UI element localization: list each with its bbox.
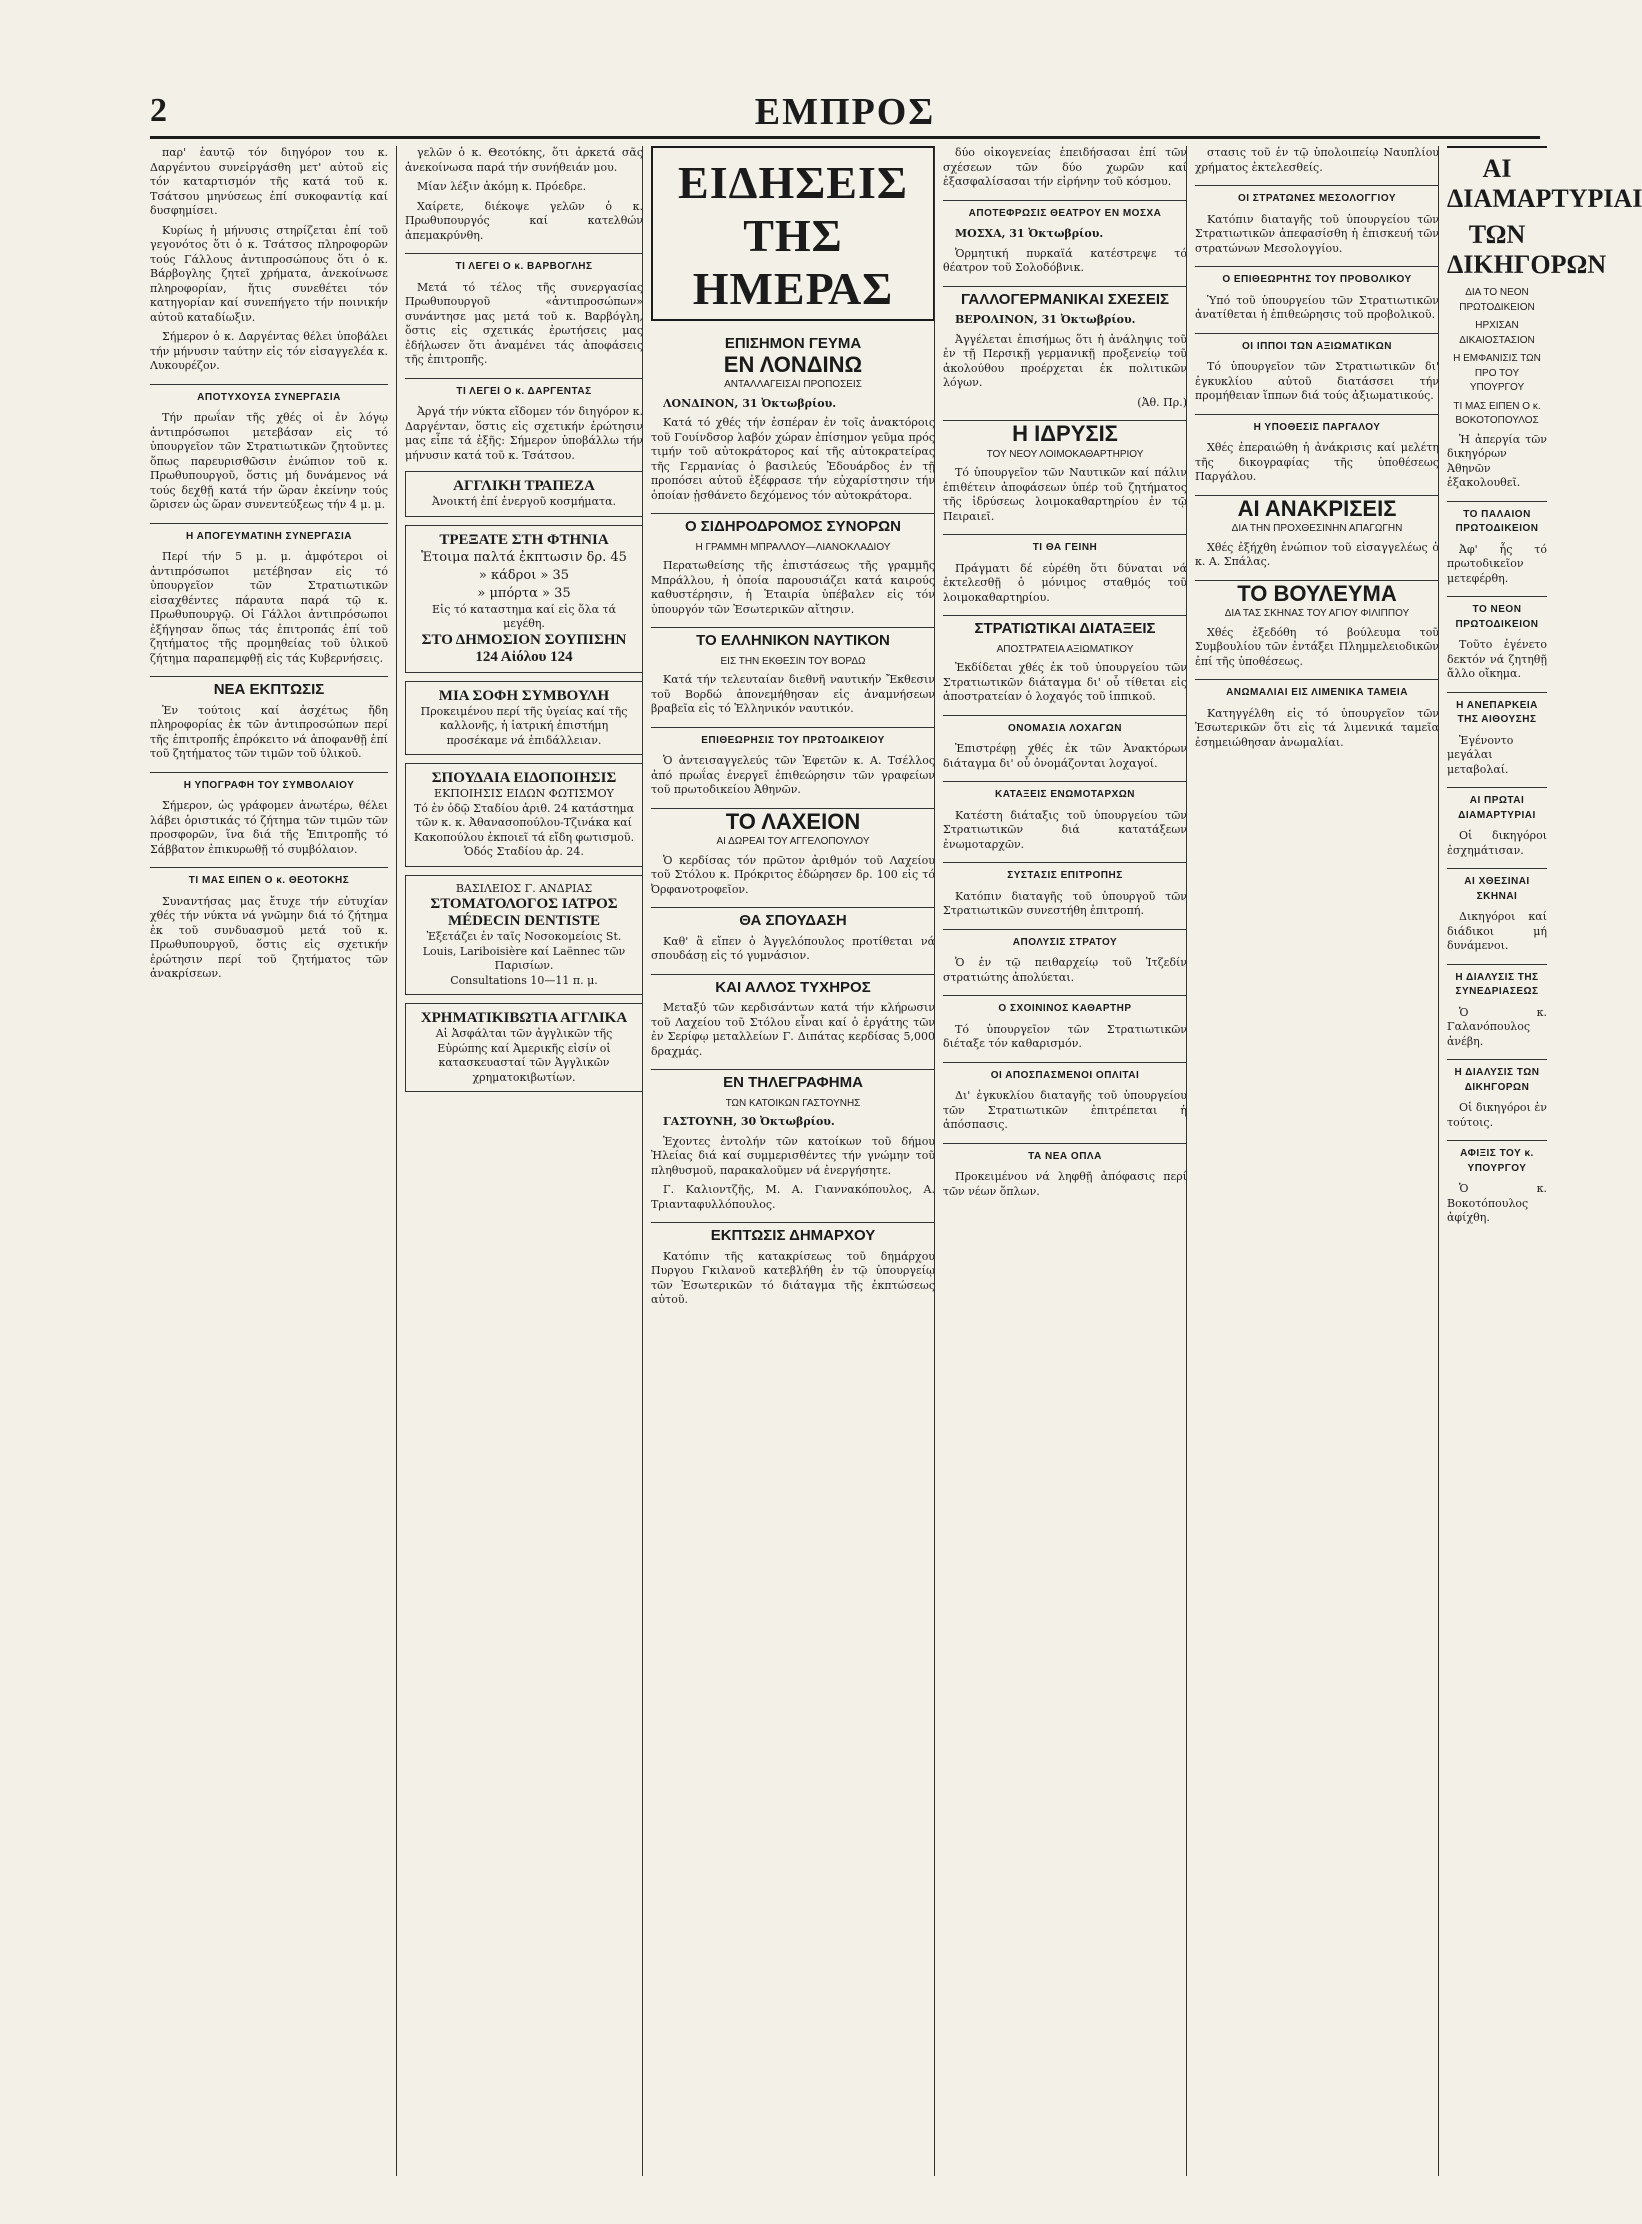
article-heading: ΑΙ ΧΘΕΣΙΝΑΙ ΣΚΗΝΑΙ <box>1447 868 1547 904</box>
article-heading: ΘΑ ΣΠΟΥΔΑΣΗ <box>651 907 935 929</box>
article-subheading: ΔΙΑ ΤΗΝ ΠΡΟΧΘΕΣΙΝΗΝ ΑΠΑΓΩΓΗΝ <box>1231 523 1403 534</box>
article-text: Κατόπιν διαταγῆς τοῦ ὑπουργείου τῶν Στρατιωτικῶν ἀπεφασίσθη ἡ ἐπισκευή τῶν στρατώνων Μεσολογγίου. <box>1195 212 1439 255</box>
article-heading: ΑΙ ΠΡΩΤΑΙ ΔΙΑΜΑΡΤΥΡΙΑΙ <box>1447 787 1547 823</box>
article-text: Ἐν τούτοις καί ἀσχέτως ἤδη πληροφορίας ἐκ τῶν ἀντιπροσώπων περί τῆς ἐπιτροπῆς ἐπρόκειτο νά ἀποφανθῇ ἐπί τοῦ ζητήματος τῶν τιμῶν τοῦ ὑλικοῦ. <box>150 703 388 760</box>
section-heading: ΑΠΟΤΥΧΟΥΣΑ ΣΥΝΕΡΓΑΣΙΑ <box>150 384 388 406</box>
column-5 <box>1186 146 1447 2176</box>
section-banner: ΕΙΔΗΣΕΙΣ ΤΗΣ ΗΜΕΡΑΣ <box>651 146 935 321</box>
ad-title: ΣΤΟΜΑΤΟΛΟΓΟΣ ΙΑΤΡΟΣ <box>430 896 618 912</box>
article-heading: ΣΥΣΤΑΣΙΣ ΕΠΙΤΡΟΠΗΣ <box>943 862 1187 884</box>
agency-credit: (Ἀθ. Πρ.) <box>1137 395 1187 409</box>
article-text: δύο οἰκογενείας ἐπειδήσασαι ἐπί τῶν σχέσεων τῶν δύο χωρῶν καί ἐξασφαλίσασαι τήν εἰρήνην τοῦ κόσμου. <box>943 146 1187 188</box>
article-text: Τό ὑπουργεῖον τῶν Στρατιωτικῶν δι' ἐγκυκλίου αὐτοῦ διατάσσει τήν προμήθειαν ἵππων διά τούς ἀξιωματικούς. <box>1195 360 1439 402</box>
article-text: Πράγματι δέ εὑρέθη ὅτι δύναται νά ἐκτελεσθῇ ὁ μόνιμος σταθμός τοῦ λοιμοκαθαρτηρίου. <box>943 561 1187 604</box>
article-heading: Η ΔΙΑΛΥΣΙΣ ΤΩΝ ΔΙΚΗΓΟΡΩΝ <box>1447 1059 1547 1095</box>
advertisement <box>405 681 643 756</box>
article-heading: ΟΝΟΜΑΣΙΑ ΛΟΧΑΓΩΝ <box>943 715 1187 737</box>
article-heading: Η ΙΔΡΥΣΙΣ <box>943 420 1187 442</box>
article-text: Τήν πρωΐαν τῆς χθές οἱ ἐν λόγῳ ἀντιπρόσωποι μετεβάσαν εἰς τό ὑπουργεῖον τῶν Στρατιωτικῶν ζητοῦντες ὅπως παρευρισθῶσιν ἐνώπιον τοῦ κ. Πρωθυπουργοῦ, ὅστις μή δυνάμενος νά τούς δεχθῇ κατά τήν ὥραν ἐκείνην τούς ὥρισεν ὡς ὥραν συνεντεύξεως τήν 4 μ. μ. <box>150 411 388 511</box>
article-text: Κατόπιν διαταγῆς τοῦ ὑπουργοῦ τῶν Στρατιωτικῶν συνεστήθη ἐπιτροπή. <box>943 889 1187 917</box>
article-text: Χαίρετε, διέκοψε γελῶν ὁ κ. Πρωθυπουργός καί κατελθών ἀπεμακρύνθη. <box>405 199 643 242</box>
article-text: Ἐπιστρέφῃ χθές ἐκ τῶν Ἀνακτόρων διάταγμα δι' οὗ ὀνομάζονται λοχαγοί. <box>943 742 1187 770</box>
article-heading: ΑΠΟΤΕΦΡΩΣΙΣ ΘΕΑΤΡΟΥ ΕΝ ΜΟΣΧΑ <box>943 200 1187 222</box>
article-text: στασις τοῦ ἐν τῷ ὑπολοιπείῳ Ναυπλίου χρήματος ἐκτελεσθείς. <box>1195 146 1439 174</box>
article-text: παρ' ἑαυτῷ τόν διηγόρον του κ. Δαργέντου συνεἰργάσθη μετ' αὐτοῦ εἰς τόν καταρτισμόν τῆς κατά τοῦ κ. Τσάτσου μηνύσεως ἐπί συκοφαντίᾳ καί δυσφημίσει. <box>150 146 388 217</box>
ad-text: Αἱ Ἀσφάλται τῶν ἀγγλικῶν τῆς Εὐρώπης καί Ἀμερικῆς εἰσίν οἱ κατασκευασταί τῶν Ἀγγλικῶν χρηματοκιβωτίων. <box>435 1027 613 1084</box>
article-text: Ὁ κ. Γαλανόπουλος ἀνέβη. <box>1447 1005 1547 1048</box>
article-subheading: ΔΙΑ ΤΟ ΝΕΟΝ ΠΡΩΤΟΔΙΚΕΙΟΝ <box>1459 287 1535 313</box>
article-text: Ὁρμητική πυρκαϊά κατέστρεψε τό θέατρον τοῦ Σολοδόβνικ. <box>943 246 1187 274</box>
page-number: 2 <box>150 92 167 129</box>
article-heading: ΤΟ ΠΑΛΑΙΟΝ ΠΡΩΤΟΔΙΚΕΙΟΝ <box>1447 501 1547 537</box>
article-heading: ΤΟ ΝΕΟΝ ΠΡΩΤΟΔΙΚΕΙΟΝ <box>1447 596 1547 632</box>
article-heading: ΕΚΠΤΩΣΙΣ ΔΗΜΑΡΧΟΥ <box>651 1222 935 1244</box>
article-heading: ΣΤΡΑΤΙΩΤΙΚΑΙ ΔΙΑΤΑΞΕΙΣ <box>943 615 1187 637</box>
article-subheading: ΕΙΣ ΤΗΝ ΕΚΘΕΣΙΝ ΤΟΥ ΒΟΡΔΩ <box>720 655 866 667</box>
article-text: Κατά τήν τελευταίαν διεθνῆ ναυτικήν Ἔκθεσιν τοῦ Βορδώ ἀπονεμήθησαν εἰς ἀναμνήσεων βραβεῖα εἰς τό Ἑλληνικόν ναυτικόν. <box>651 673 935 715</box>
ad-text: Ἐξετάζει ἐν ταῖς Νοσοκομείοις St. Louis, Lariboisière καί Laënnec τῶν Παρισίων. <box>422 930 626 972</box>
article-text: γελῶν ὁ κ. Θεοτόκης, ὅτι ἀρκετά σᾶς ἀνεκοίνωσα παρά τήν συνήθειάν μου. <box>405 146 643 174</box>
article-heading: ΤΟ ΕΛΛΗΝΙΚΟΝ ΝΑΥΤΙΚΟΝ <box>651 627 935 649</box>
article-heading: ΤΑ ΝΕΑ ΟΠΛΑ <box>943 1143 1187 1165</box>
article-heading: ΟΙ ΣΤΡΑΤΩΝΕΣ ΜΕΣΟΛΟΓΓΙΟΥ <box>1195 185 1439 207</box>
section-banner: ΑΙ ΔΙΑΜΑΡΤΥΡΙΑΙ <box>1447 146 1547 214</box>
article-text: Ἐκδίδεται χθές ἐκ τοῦ ὑπουργείου τῶν Στρατιωτικῶν διάταγμα δι' οὗ τίθεται εἰς ἀποστρατείαν ὁ λοχαγός τοῦ ἱππικοῦ. <box>943 661 1187 703</box>
article-text: Ὁ κ. Βοκοτόπουλος ἀφίχθη. <box>1447 1182 1547 1224</box>
article-text: Μίαν λέξιν ἀκόμη κ. Πρόεδρε. <box>417 180 587 193</box>
article-subheading: Η ΕΜΦΑΝΙΣΙΣ ΤΩΝ ΠΡΟ ΤΟΥ ΥΠΟΥΡΓΟΥ <box>1453 353 1541 393</box>
paper-name: ΕΜΠΡΟΣ <box>754 91 936 133</box>
advertisement <box>405 763 643 867</box>
advertisement <box>405 1003 643 1092</box>
section-heading: Η ΥΠΟΓΡΑΦΗ ΤΟΥ ΣΥΜΒΟΛΑΙΟΥ <box>150 772 388 794</box>
dateline: ΛΟΝΔΙΝΟΝ, 31 Ὀκτωβρίου. <box>663 396 837 410</box>
masthead <box>150 92 1540 139</box>
article-text: Ἐχοντες ἐντολήν τῶν κατοίκων τοῦ δήμου Ἠλείας διά καί συμμερισθέντες τήν γνώμην τοῦ πληθυσμοῦ, παρακαλοῦμεν νά ἐνεργήσητε. <box>651 1134 935 1177</box>
ad-title: ΜΙΑ ΣΟΦΗ ΣΥΜΒΟΥΛΗ <box>438 687 610 704</box>
ad-price-line: Ἑτοιμα παλτά ἐκπτωσιν δρ. 45 <box>421 549 627 565</box>
article-subheading: ΑΠΟΣΤΡΑΤΕΙΑ ΑΞΙΩΜΑΤΙΚΟΥ <box>996 643 1134 655</box>
article-text: Χθές ἐξεδόθη τό βούλευμα τοῦ Συμβουλίου τῶν ἐντάξει Πλημμελειοδικῶν ἐπί τῆς ὑποθέσεως. <box>1195 625 1439 668</box>
article-text: Ὁ ἐν τῷ πειθαρχείῳ τοῦ Ἰτζεδίν στρατιώτης ἀπολύεται. <box>943 956 1187 984</box>
article-text: Σήμερον, ὡς γράφομεν ἀνωτέρω, θέλει λάβει ὁριστικάς τό ζήτημα τῶν τιμῶν τῶν προσφορῶν, ἵνα διά τῆς Ἐπιτροπῆς τό Σάββατον ἐπικυρωθῇ τό συμβόλαιον. <box>150 799 388 856</box>
article-subheading: ΑΙ ΔΩΡΕΑΙ ΤΟΥ ΑΓΓΕΛΟΠΟΥΛΟΥ <box>716 836 870 847</box>
article-text: Κατά τό χθές τήν ἑσπέραν ἐν τοῖς ἀνακτόροις τοῦ Γουίνδσορ λαβόν χώραν ἐπίσημον γεῦμα πρός τιμήν τοῦ αὐτοκράτορος καί τῆς αὐτοκρατείρας τῆς Γερμανίας ὁ βασιλεύς Ἐδουάρδος ἐν τῇ προπόσει αὐτοῦ ἐξέφρασε τήν εὐχαρίστησιν τήν ὁποίαν ᾐσθάνετο δεχόμενος τόν αὐτοκράτορα. <box>651 416 935 502</box>
section-heading: ΤΙ ΜΑΣ ΕΙΠΕΝ Ο κ. ΘΕΟΤΟΚΗΣ <box>150 867 388 889</box>
ad-title: ΤΡΕΞΑΤΕ ΣΤΗ ΦΤΗΝΙΑ <box>439 531 609 548</box>
article-text: Κατόπιν τῆς κατακρίσεως τοῦ δημάρχου Πυργου Γκιλανοῦ κατεβλήθη ἐν τῷ ὑπουργείῳ τῶν Ἐσωτερικῶν τό διάταγμα τῆς ἐκπτώσεως αὐτοῦ. <box>651 1249 935 1306</box>
article-text: Ἀργά τήν νύκτα εἴδομεν τόν διηγόρον κ. Δαργένταν, ὅστις εἰς σχετικήν ἐρώτησιν μας εἶπε τά ἑξῆς: Σήμερον ὑποβάλλω τήν μήνυσιν κατά τοῦ κ. Τσάτσου. <box>405 405 643 462</box>
ad-shop-name: ΣΤΟ ΔΗΜΟΣΙΟΝ ΣΟΥΠΙΣΗΝ <box>421 631 627 648</box>
ad-text: Προκειμένου περί τῆς ὑγείας καί τῆς καλλονῆς, ἡ ἱατρική ἐπιστήμη προσέκαμε νά ἐπιδάλλειαν. <box>420 704 628 747</box>
article-text: Ἐγένοντο μεγάλαι μεταβολαί. <box>1447 733 1514 776</box>
article-text: Κατηγγέλθη εἰς τό ὑπουργεῖον τῶν Ἐσωτερικῶν ὅτι εἰς τά λιμενικά ταμεῖα ἐσημειώθησαν ἀνωμαλίαι. <box>1195 706 1439 749</box>
signatories: Γ. Καλιοντζῆς, Μ. Α. Γιαννακόπουλος, Α. Τριανταφυλλόπουλος. <box>651 1183 935 1211</box>
article-heading: ΤΟ ΛΑΧΕΙΟΝ <box>651 808 935 830</box>
ad-text: Τό ἐν ὁδῷ Σταδίου ἀριθ. 24 κατάστημα τῶν κ. κ. Ἀθανασοπούλου-Τζινάκα καί Κακοπούλου ἐκποιεῖ τά εἴδη φωτισμοῦ. <box>413 801 635 844</box>
article-text: Ἀγγέλεται ἐπισήμως ὅτι ἡ ἀνάληψις τοῦ ἐν τῇ Περσικῇ γερμανικῇ προξενείῳ τοῦ ἀκολούθου προέρχεται ἐκ πολιτικῶν λόγων. <box>943 332 1187 389</box>
article-heading: ΚΑΙ ΑΛΛΟΣ ΤΥΧΗΡΟΣ <box>651 974 935 996</box>
article-text: Ὁ κερδίσας τόν πρῶτον ἀριθμόν τοῦ Λαχείου τοῦ Στόλου κ. Πρόκριτος ἐδώρησεν δρ. 100 εἰς τό Ὀρφανοτροφεῖον. <box>651 853 935 896</box>
article-heading: Ο ΕΠΙΘΕΩΡΗΤΗΣ ΤΟΥ ΠΡΟΒΟΛΙΚΟΥ <box>1195 266 1439 288</box>
dateline: ΜΟΣΧΑ, 31 Ὀκτωβρίου. <box>955 227 1104 240</box>
article-text: Τό ὑπουργεῖον τῶν Ναυτικῶν καί πάλιν ἐπιθέτειν ἀποφάσεων ὑπέρ τοῦ ζητήματος τῆς ἱδρύσεως λοιμοκαθαρτηρίου ἐν τῷ Πειραιεῖ. <box>943 466 1187 523</box>
article-heading: ΟΙ ΙΠΠΟΙ ΤΩΝ ΑΞΙΩΜΑΤΙΚΩΝ <box>1195 333 1439 355</box>
advertisement <box>405 525 643 673</box>
article-heading: Η ΔΙΑΛΥΣΙΣ ΤΗΣ ΣΥΝΕΔΡΙΑΣΕΩΣ <box>1447 964 1547 1000</box>
article-text: Περατωθείσης τῆς ἐπιστάσεως τῆς γραμμῆς Μπράλλου, ἡ ὁποία παρουσιάζει κατά καιρούς καθυστέρησιν, ἡ Ἑταιρία ὑπέβαλεν εἰς τόν ὑπουργόν τῶν Ἐσωτερικῶν αἴτησιν. <box>651 559 935 616</box>
article-text: Οἱ δικηγόροι ἐν τούτοις. <box>1447 1101 1547 1129</box>
article-heading: ΕΝ ΤΗΛΕΓΡΑΦΗΜΑ <box>651 1069 935 1091</box>
ad-text: Ἀνοικτή ἐπί ἐνεργοῦ κοσμήματα. <box>431 495 617 508</box>
article-heading: ΤΟ ΒΟΥΛΕΥΜΑ <box>1195 580 1439 602</box>
article-text: Χθές ἐξήχθη ἐνώπιον τοῦ εἰσαγγελέως ὁ κ. Α. Σπάλας. <box>1195 540 1439 568</box>
column-1 <box>150 146 396 2176</box>
ad-title: ΑΓΓΛΙΚΗ ΤΡΑΠΕΖΑ <box>453 478 595 494</box>
advertisement <box>405 875 643 996</box>
article-text: Μεταξύ τῶν κερδισάντων κατά τήν κλήρωσιν τοῦ Λαχείου τοῦ Στόλου εἶναι καί ὁ ἐργάτης τῶν ἐν Σερίφῳ μεταλλείων Γ. Διπάτας κερδίσας 5,000 δραχμάς. <box>651 1001 935 1058</box>
article-subheading: ΤΙ ΜΑΣ ΕΙΠΕΝ Ο κ. ΒΟΚΟΤΟΠΟΥΛΟΣ <box>1453 400 1541 426</box>
article-text: Δικηγόροι καί διάδικοι μή δυνάμενοι. <box>1447 910 1547 952</box>
column-4 <box>934 146 1195 2176</box>
section-heading: ΤΙ ΛΕΓΕΙ Ο κ. ΔΑΡΓΕΝΤΑΣ <box>405 378 643 400</box>
article-subheading: ΗΡΧΙΣΑΝ ΔΙΚΑΙΟΣΤΑΣΙΟΝ <box>1459 320 1535 346</box>
column-3 <box>642 146 943 2176</box>
ad-name: ΒΑΣΙΛΕΙΟΣ Γ. ΑΝΔΡΙΑΣ <box>455 881 593 895</box>
ad-address: Ὁδός Σταδίου ἀρ. 24. <box>464 845 584 858</box>
article-heading: ΑΦΙΞΙΣ ΤΟΥ κ. ΥΠΟΥΡΓΟΥ <box>1447 1140 1547 1176</box>
article-text: Περί τήν 5 μ. μ. ἀμφότεροι οἱ ἀντιπρόσωποι μετέβησαν εἰς τό ὑπουργεῖον τῶν Στρατιωτικῶν εἰσαχθέντες πάραυτα παρά τῷ κ. Πρωθυπουργῷ. Οἱ Γάλλοι ἀντιπρόσωποι ἐξήγησαν ὅπως τάς ἐπιτροπάς ἐπί τοῦ ζητήματος τῆς προμηθείας τοῦ ὑλικοῦ ζήτημα παραπεμφθῇ εἰς τάς Κυβερνήσεις. <box>150 550 388 665</box>
article-subheading: ΤΟΥ ΝΕΟΥ ΛΟΙΜΟΚΑΘΑΡΤΗΡΙΟΥ <box>986 448 1144 460</box>
article-subheading: ΤΩΝ ΚΑΤΟΙΚΩΝ ΓΑΣΤΟΥΝΗΣ <box>725 1097 861 1109</box>
article-heading: Ο ΣΙΔΗΡΟΔΡΟΜΟΣ ΣΥΝΟΡΩΝ <box>651 513 935 535</box>
article-text: Ὑπό τοῦ ὑπουργείου τῶν Στρατιωτικῶν ἀνατίθεται ἡ ἐπιθεώρησις τοῦ προβολικοῦ. <box>1195 293 1439 321</box>
article-text: Δι' ἐγκυκλίου διαταγῆς τοῦ ὑπουργείου τῶν Στρατιωτικῶν ἐπιτρέπεται ἡ ἀπόσπασις. <box>943 1089 1187 1131</box>
advertisement <box>405 471 643 517</box>
article-heading: ΤΙ ΘΑ ΓΕΙΝΗ <box>943 534 1187 556</box>
article-heading: ΕΝ ΛΟΝΔΙΝΩ <box>723 351 863 377</box>
dateline: ΒΕΡΟΛΙΝΟΝ, 31 Ὀκτωβρίου. <box>955 313 1136 326</box>
ad-hours: Consultations 10—11 π. μ. <box>450 973 598 987</box>
article-heading: ΟΙ ΑΠΟΣΠΑΣΜΕΝΟΙ ΟΠΛΙΤΑΙ <box>943 1062 1187 1084</box>
article-text: Χθές ἐπεραιώθη ἡ ἀνάκρισις καί μελέτη τῆς δικογραφίας τῆς ὑποθέσεως Παργάλου. <box>1195 441 1439 483</box>
article-heading: ΚΑΤΑΞΕΙΣ ΕΝΩΜΟΤΑΡΧΩΝ <box>943 781 1187 803</box>
article-heading: Η ΑΝΕΠΑΡΚΕΙΑ ΤΗΣ ΑΙΘΟΥΣΗΣ <box>1447 692 1547 728</box>
article-text: Προκειμένου νά ληφθῇ ἀπόφασις περί τῶν νέων ὅπλων. <box>943 1170 1187 1198</box>
article-text: Ἡ ἀπεργία τῶν δικηγόρων Ἀθηνῶν ἐξακολουθεῖ. <box>1447 432 1547 489</box>
article-heading: Ο ΣΧΟΙΝΙΝΟΣ ΚΑΘΑΡΤΗΡ <box>943 995 1187 1017</box>
dateline: ΓΑΣΤΟΥΝΗ, 30 Ὀκτωβρίου. <box>663 1115 835 1128</box>
article-heading: Η ΥΠΟΘΕΣΙΣ ΠΑΡΓΑΛΟΥ <box>1195 414 1439 436</box>
ad-subtitle: ΕΚΠΟΙΗΣΙΣ ΕΙΔΩΝ ΦΩΤΙΣΜΟΥ <box>434 787 614 800</box>
ad-title: ΣΠΟΥΔΑΙΑ ΕΙΔΟΠΟΙΗΣΙΣ <box>431 770 617 786</box>
section-heading: Η ΑΠΟΓΕΥΜΑΤΙΝΗ ΣΥΝΕΡΓΑΣΙΑ <box>150 523 388 545</box>
article-heading: ΓΑΛΛΟΓΕΡΜΑΝΙΚΑΙ ΣΧΕΣΕΙΣ <box>943 286 1187 308</box>
article-text: Οἱ δικηγόροι ἐσχημάτισαν. <box>1447 829 1547 857</box>
article-text: Τοῦτο ἐγένετο δεκτόν νά ζητηθῇ ἄλλο οἴκημα. <box>1447 638 1547 680</box>
article-text: Σήμερον ὁ κ. Δαργέντας θέλει ὑποβάλει τήν μήνυσιν ταύτην εἰς τόν εἰσαγγελέα κ. Λυκουρέζον. <box>150 330 388 372</box>
ad-address: 124 Αἰόλου 124 <box>475 648 573 665</box>
article-text: Τό ὑπουργεῖον τῶν Στρατιωτικῶν διέταξε τόν καθαρισμόν. <box>943 1022 1187 1050</box>
ad-subtitle: MÉDECIN DENTISTE <box>447 913 601 929</box>
section-heading: ΤΙ ΛΕΓΕΙ Ο κ. ΒΑΡΒΟΓΛΗΣ <box>405 253 643 275</box>
column-6 <box>1438 146 1642 2176</box>
article-heading: ΕΠΙΘΕΩΡΗΣΙΣ ΤΟΥ ΠΡΩΤΟΔΙΚΕΙΟΥ <box>651 727 935 749</box>
article-subheading: ΔΙΑ ΤΑΣ ΣΚΗΝΑΣ ΤΟΥ ΑΓΙΟΥ ΦΙΛΙΠΠΟΥ <box>1224 608 1410 619</box>
article-heading: ΕΠΙΣΗΜΟΝ ΓΕΥΜΑ <box>724 335 862 352</box>
article-subheading: ΑΝΤΑΛΛΑΓΕΙΣΑΙ ΠΡΟΠΟΣΕΙΣ <box>724 379 862 390</box>
section-banner: ΤΩΝ ΔΙΚΗΓΟΡΩΝ <box>1447 220 1607 279</box>
article-text: Συναντήσας μας ἔτυχε τήν εὐτυχίαν χθές τήν νύκτα νά γνῶμην διά τό ζήτημα ἐκ τοῦ συνδυασμοῦ μετά τοῦ κ. Πρωθυπουργοῦ, ὅστις εἰς σχετικήν ἐρώτησιν περί τοῦ ζητήματος τῶν ἀνακρίσεων. <box>150 894 388 980</box>
article-heading: ΑΠΟΛΥΣΙΣ ΣΤΡΑΤΟΥ <box>943 929 1187 951</box>
article-heading: ΑΙ ΑΝΑΚΡΙΣΕΙΣ <box>1195 495 1439 517</box>
ad-text: Εἰς τό καταστημα καί εἰς ὅλα τά μεγέθη. <box>431 602 617 630</box>
article-heading: ΑΝΩΜΑΛΙΑΙ ΕΙΣ ΛΙΜΕΝΙΚΑ ΤΑΜΕΙΑ <box>1195 679 1439 701</box>
article-text: Κατέστη διάταξις τοῦ ὑπουργείου τῶν Στρατιωτικῶν διά κατατάξεων ἐνωμοταρχῶν. <box>943 808 1187 851</box>
article-subheading: Η ΓΡΑΜΜΗ ΜΠΡΑΛΛΟΥ—ΛΙΑΝΟΚΛΑΔΙΟΥ <box>695 541 891 553</box>
column-2 <box>396 146 651 2176</box>
ad-price-line: » κάδροι » 35 <box>478 567 570 583</box>
article-text: Καθ' ἃ εἴπεν ὁ Ἀγγελόπουλος προτίθεται νά σπουδάσῃ εἰς τό γυμνάσιον. <box>651 934 935 962</box>
article-text: Κυρίως ἡ μήνυσις στηρίζεται ἐπί τοῦ γεγονότος ὅτι ὁ κ. Τσάτσος πληροφορῶν τούς Γάλλους ἀντιπροσώπους ὅτι ὁ κ. Βάρβογλης ζητεῖ χρήματα, ἀνεκοίνωσε πληροφορίαν, ἥτις συνεθέτει τόν κατηγορίαν καί συνεπήγετο τήν ποινικήν αὐτοῦ καταδίωξιν. <box>150 223 388 324</box>
article-text: Ὁ ἀντεισαγγελεύς τῶν Ἐφετῶν κ. Α. Τσέλλος ἀπό πρωΐας ἐνεργεῖ ἐπιθεώρησιν τῶν γραφείων τοῦ πρωτοδικείου Ἀθηνῶν. <box>651 754 935 796</box>
ad-title: ΧΡΗΜΑΤΙΚΙΒΩΤΙΑ ΑΓΓΛΙΚΑ <box>420 1010 628 1026</box>
section-heading: ΝΕΑ ΕΚΠΤΩΣΙΣ <box>150 676 388 698</box>
article-text: Ἀφ' ἧς τό πρωτοδικεῖον μετεφέρθη. <box>1447 542 1547 585</box>
article-text: Μετά τό τέλος τῆς συνεργασίας Πρωθυπουργοῦ «ἀντιπροσώπων» συνάντησε μας μετά τοῦ κ. Βαρβόγλη, ὅστις εἰς σχετικάς ἐρωτήσεις μας ἐδήλωσεν ὅτι ἀναμένει τάς ἀποφάσεις τῆς ἐπιτροπῆς. <box>405 280 643 366</box>
ad-price-line: » μπόρτα » 35 <box>477 585 571 601</box>
